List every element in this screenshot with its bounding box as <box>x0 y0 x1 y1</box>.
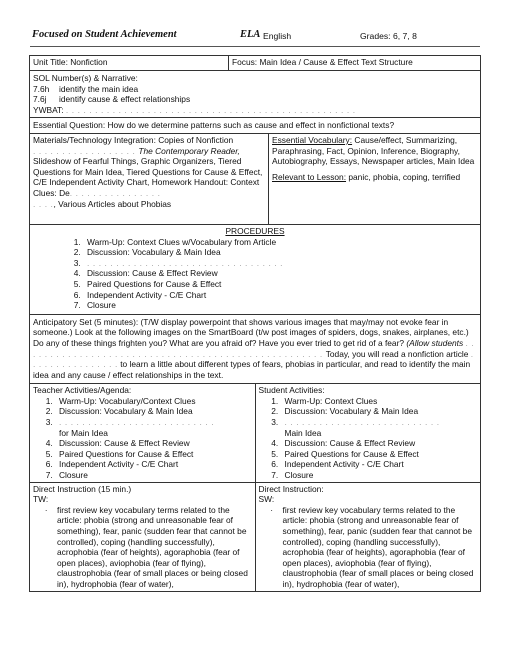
anticipatory-text-2: to learn a little about different types of fears, phobias in particular, and read to identify the main idea and any cause / effect relationships in the text. <box>33 359 471 380</box>
list-item: 6. Independent Activity - C/E Chart <box>281 459 478 470</box>
list-item: . first review key vocabulary terms related to the article: phobia (strong and unreasonable fear of something), fear, panic (sudden fear that cannot be controlled), coping (handling successfully), acrophobia (fear of heights), agoraphobia (fear of open places), aviophobia (fear of flying), claustrophobia (fear of small places or being closed in), hydrophobia (fear of water), <box>283 505 478 590</box>
list-item: 4. Discussion: Cause & Effect Review <box>83 268 477 279</box>
list-item: 2. Discussion: Vocabulary & Main Idea <box>281 406 478 417</box>
redacted-text: . . . . . . . . . . . . . . . . . . . . . . . . . . . <box>59 417 215 428</box>
list-item: 1. Warm-Up: Context Clues <box>281 396 478 407</box>
subject-name: English <box>263 31 292 41</box>
list-item: 6. Independent Activity - C/E Chart <box>83 290 477 301</box>
sol-heading: SOL Number(s) & Narrative: <box>33 73 138 83</box>
relevant-label: Relevant to Lesson: <box>272 171 347 182</box>
header-title: Focused on Student Achievement <box>32 29 177 40</box>
procedures-row <box>30 225 480 315</box>
procedures-title: PROCEDURES <box>225 225 285 236</box>
anticipatory-row <box>30 315 480 385</box>
redacted-text: . . . . . . . . . . . . . . . . . . <box>33 145 139 156</box>
list-item: 1. Warm-Up: Context Clues w/Vocabulary from Article <box>83 237 477 248</box>
redacted-text: . . . . . . . . . . . . . . . . . . . . . . . . . . . . . . . . . . . . . . . . . . . . . . . . . . . . <box>33 337 475 359</box>
direct-instruction-student <box>255 483 481 591</box>
direct-left-sub: TW: <box>33 494 49 505</box>
list-item: 6. Independent Activity - C/E Chart <box>55 459 252 470</box>
materials-book: The Contemporary Reader, <box>138 145 240 156</box>
procedures-list <box>33 237 477 311</box>
list-item: 4. Discussion: Cause & Effect Review <box>281 438 478 449</box>
direct-left-title: Direct Instruction (15 min.) <box>33 483 132 494</box>
teacher-activities <box>30 384 255 481</box>
list-item: 5. Paired Questions for Cause & Effect <box>83 279 477 290</box>
essential-question: Essential Question: How do we determine patterns such as cause and effect in nonfictional texts? <box>33 120 395 131</box>
sol-row <box>30 71 480 118</box>
direct-right-title: Direct Instruction: <box>258 483 324 494</box>
ywbat-line: YWBAT: . . . . . . . . . . . . . . . . . . . . . . . . . . . . . . . . . . . . . . . . . . . . . . . . . . <box>33 104 356 115</box>
materials-tail: , Various Articles about Phobias <box>53 198 172 209</box>
grades-label: Grades: 6, 7, 8 <box>360 31 417 41</box>
vocab-label: Essential Vocabulary: <box>272 134 353 145</box>
document-header <box>32 30 478 44</box>
unit-row <box>30 56 480 71</box>
vocab-text: Cause/effect, Summarizing, Paraphrasing, Fact, Opinion, Inference, Biography, Autobiography, Essays, Newspaper articles, Main Idea <box>272 134 475 167</box>
redacted-text: . . . . . . . . . . . . . . . . . . . . . . . . . . . . . . . . . . <box>87 257 284 268</box>
redacted-text: . . . . <box>33 198 54 209</box>
header-rule <box>30 46 480 47</box>
list-item: 4. Discussion: Cause & Effect Review <box>55 438 252 449</box>
unit-title: Unit Title: Nonfiction <box>33 57 108 67</box>
redacted-text: . . . . . . . . . . . . . . . . <box>33 348 474 370</box>
list-item: 7. Closure <box>281 470 478 481</box>
vocab-cell <box>268 134 480 224</box>
materials-body: Slideshow of Fearful Things, Graphic Organizers, Tiered Questions for Main Idea, Tiered Questions for Cause & Effect, C/E Independent Activity Chart, Homework Handout: Context Clues: De <box>33 156 263 198</box>
direct-right-sub: SW: <box>258 494 275 505</box>
list-item: 5. Paired Questions for Cause & Effect <box>55 449 252 460</box>
list-item: . first review key vocabulary terms related to the article: phobia (strong and unreasonable fear of something), fear, panic (sudden fear that cannot be controlled), coping (handling successfully), acrophobia (fear of heights), agoraphobia (fear of open places), aviophobia (fear of flying), claustrophobia (fear of small places or being closed in), hydrophobia (fear of water), <box>57 505 252 590</box>
student-title: Student Activities: <box>258 385 325 396</box>
lesson-plan-table <box>29 55 481 592</box>
redacted-text: . . . . . . . . . . . . . . . . <box>69 187 161 198</box>
redacted-text: . . . . . . . . . . . . . . . . . . . . . . . . . . . . . . . . . . . . . . . . . . . . . . . . . . <box>65 104 356 115</box>
sol-item: 7.6h identify the main idea <box>33 83 139 94</box>
list-item: 7. Closure <box>83 300 477 311</box>
materials-vocab-row <box>30 134 480 225</box>
teacher-list <box>33 396 252 481</box>
list-item: 7. Closure <box>55 470 252 481</box>
student-activities <box>255 384 481 481</box>
list-item: 3. . . . . . . . . . . . . . . . . . . . . . . . . . . . for Main Idea <box>55 417 252 438</box>
list-item: 2. Discussion: Vocabulary & Main Idea <box>83 247 477 258</box>
anticipatory-text: Anticipatory Set (5 minutes): (T/W display powerpoint that shows various images that may/may not evoke fear in someone.) Look at the following images on the SmartBoard (t/w post images of spiders, dogs, snakes, airplanes, etc.) Do any of these things frighten you? What are you afraid of? Have you ever tried to get rid of a fear? <box>33 316 469 348</box>
unit-focus: Focus: Main Idea / Cause & Effect Text Structure <box>228 56 480 70</box>
anticipatory-italic: (Allow students <box>406 337 464 348</box>
materials-cell <box>30 134 268 224</box>
redacted-text: . . . . . . . . . . . . . . . . . . . . . . . . . . . <box>284 417 440 428</box>
essential-question-row <box>30 118 480 134</box>
materials-lead: Materials/Technology Integration: Copies of Nonfiction <box>33 134 234 145</box>
student-list <box>259 396 478 481</box>
activities-row <box>30 384 480 482</box>
direct-instruction-teacher <box>30 483 255 591</box>
list-item: 5. Paired Questions for Cause & Effect <box>281 449 478 460</box>
subject-abbrev: ELA <box>240 29 261 40</box>
list-item: 1. Warm-Up: Vocabulary/Context Clues <box>55 396 252 407</box>
anticipatory-mid: Today, you will read a nonfiction article <box>325 348 469 359</box>
list-item <box>83 258 477 269</box>
list-item: 3. . . . . . . . . . . . . . . . . . . . . . . . . . . . Main Idea <box>281 417 478 438</box>
list-item: 2. Discussion: Vocabulary & Main Idea <box>55 406 252 417</box>
sol-item: 7.6j identify cause & effect relationships <box>33 94 191 105</box>
relevant-text: panic, phobia, coping, terrified <box>348 171 461 182</box>
teacher-title: Teacher Activities/Agenda: <box>33 385 132 396</box>
direct-instruction-row <box>30 483 480 591</box>
